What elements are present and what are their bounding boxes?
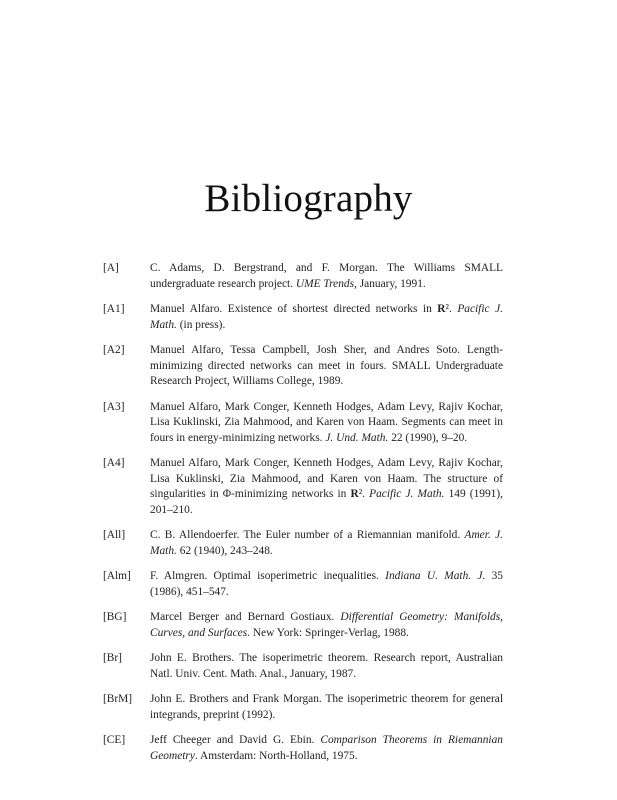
citation-italic-text: Comparison Theorems in Riemannian Geometry (150, 734, 503, 762)
bib-entry-key: [CE] (103, 734, 126, 746)
citation-text: (in press). (176, 318, 226, 331)
citation-text: . New York: Springer-Verlag, 1988. (247, 626, 409, 639)
bibliography-list (103, 261, 503, 774)
bib-entry-text (150, 734, 503, 762)
citation-text: John E. Brothers and Frank Morgan. The isoperimetric theorem for general integrands, preprint (1992). (150, 693, 503, 721)
bib-entry-text (150, 570, 503, 598)
citation-bold-text: R (350, 488, 359, 500)
citation-text: ². (358, 488, 370, 500)
citation-text: ². (445, 303, 458, 315)
bib-entry-key: [A] (103, 262, 119, 274)
bib-entry-text (150, 344, 503, 387)
citation-italic-text: Pacific J. Math. (369, 488, 445, 500)
bib-entry (103, 692, 503, 723)
citation-italic-text: Amer. J. Math. (150, 529, 503, 557)
bib-entry-text (150, 457, 503, 516)
citation-text: Jeff Cheeger and David G. Ebin. (150, 734, 321, 746)
bib-entry (103, 651, 503, 682)
bib-entry-text (150, 611, 503, 639)
bib-entry-key: [Alm] (103, 570, 131, 582)
bib-entry (103, 400, 503, 447)
bib-entry-key: [A3] (103, 400, 125, 413)
bib-entry-key: [BrM] (103, 693, 133, 705)
citation-italic-text: Differential Geometry: Manifolds, Curves, and Surfaces (150, 611, 504, 639)
citation-italic-text: J. Und. Math. (325, 431, 389, 444)
citation-text: C. Adams, D. Bergstrand, and F. Morgan. The Williams SMALL undergraduate research project. (150, 262, 503, 290)
bib-entry-text (150, 303, 503, 331)
bib-entry-text (150, 262, 503, 290)
bib-entry-text (150, 529, 503, 557)
page-title: Bibliography (204, 177, 413, 220)
bib-entry (103, 528, 503, 559)
citation-bold-text: R (437, 303, 446, 315)
citation-text: 22 (1990), 9–20. (388, 431, 468, 444)
bib-entry-text (150, 401, 503, 444)
bib-entry-text (150, 693, 503, 721)
bib-entry (103, 343, 503, 390)
bib-entry-key: [A4] (103, 457, 125, 469)
citation-italic-text: Pacific J. Math. (150, 303, 503, 331)
bib-entry (103, 261, 503, 292)
citation-text: 62 (1940), 243–248. (176, 544, 273, 557)
citation-text: 35 (1986), 451–547. (150, 570, 503, 598)
citation-text: John E. Brothers. The isoperimetric theorem. Research report, Australian Natl. Univ. Cent. Math. Anal., January, 1987. (150, 652, 503, 680)
citation-text: . Amsterdam: North-Holland, 1975. (194, 749, 358, 762)
citation-text: Manuel Alfaro. Existence of shortest directed networks in (150, 303, 438, 315)
citation-text: , January, 1991. (354, 277, 426, 290)
bib-entry (103, 733, 503, 764)
citation-italic-text: Indiana U. Math. J. (385, 570, 486, 582)
bib-entry (103, 610, 503, 641)
citation-text: C. B. Allendoerfer. The Euler number of a Riemannian manifold. (150, 529, 465, 541)
citation-text: F. Almgren. Optimal isoperimetric inequalities. (150, 570, 386, 582)
citation-text: Manuel Alfaro, Mark Conger, Kenneth Hodges, Adam Levy, Rajiv Kochar, Lisa Kuklinski, Zia Mahmood, and Karen von Haam. The structure of singularities in Φ-minimizing networks in (150, 457, 503, 500)
bib-entry-key: [All] (103, 529, 126, 541)
bib-entry-key: [A2] (103, 344, 125, 356)
citation-text: Marcel Berger and Bernard Gostiaux. (150, 611, 341, 623)
citation-text: 149 (1991), 201–210. (150, 488, 504, 516)
bib-entry (103, 302, 503, 333)
bib-entry (103, 569, 503, 600)
citation-text: Manuel Alfaro, Mark Conger, Kenneth Hodges, Adam Levy, Rajiv Kochar, Lisa Kuklinski, Zia Mahmood, and Karen von Haam. Segments can meet in fours in energy-minimizing networks. (150, 400, 503, 444)
citation-italic-text: UME Trends (295, 277, 355, 290)
citation-text: Manuel Alfaro, Tessa Campbell, Josh Sher, and Andres Soto. Length-minimizing directed networks can meet in fours. SMALL Undergraduate Research Project, Williams College, 1989. (150, 344, 503, 387)
bib-entry-key: [BG] (103, 611, 127, 623)
bib-entry-key: [Br] (103, 652, 122, 664)
bib-entry-key: [A1] (103, 303, 125, 315)
bib-entry-text (150, 652, 503, 680)
bib-entry (103, 456, 503, 518)
